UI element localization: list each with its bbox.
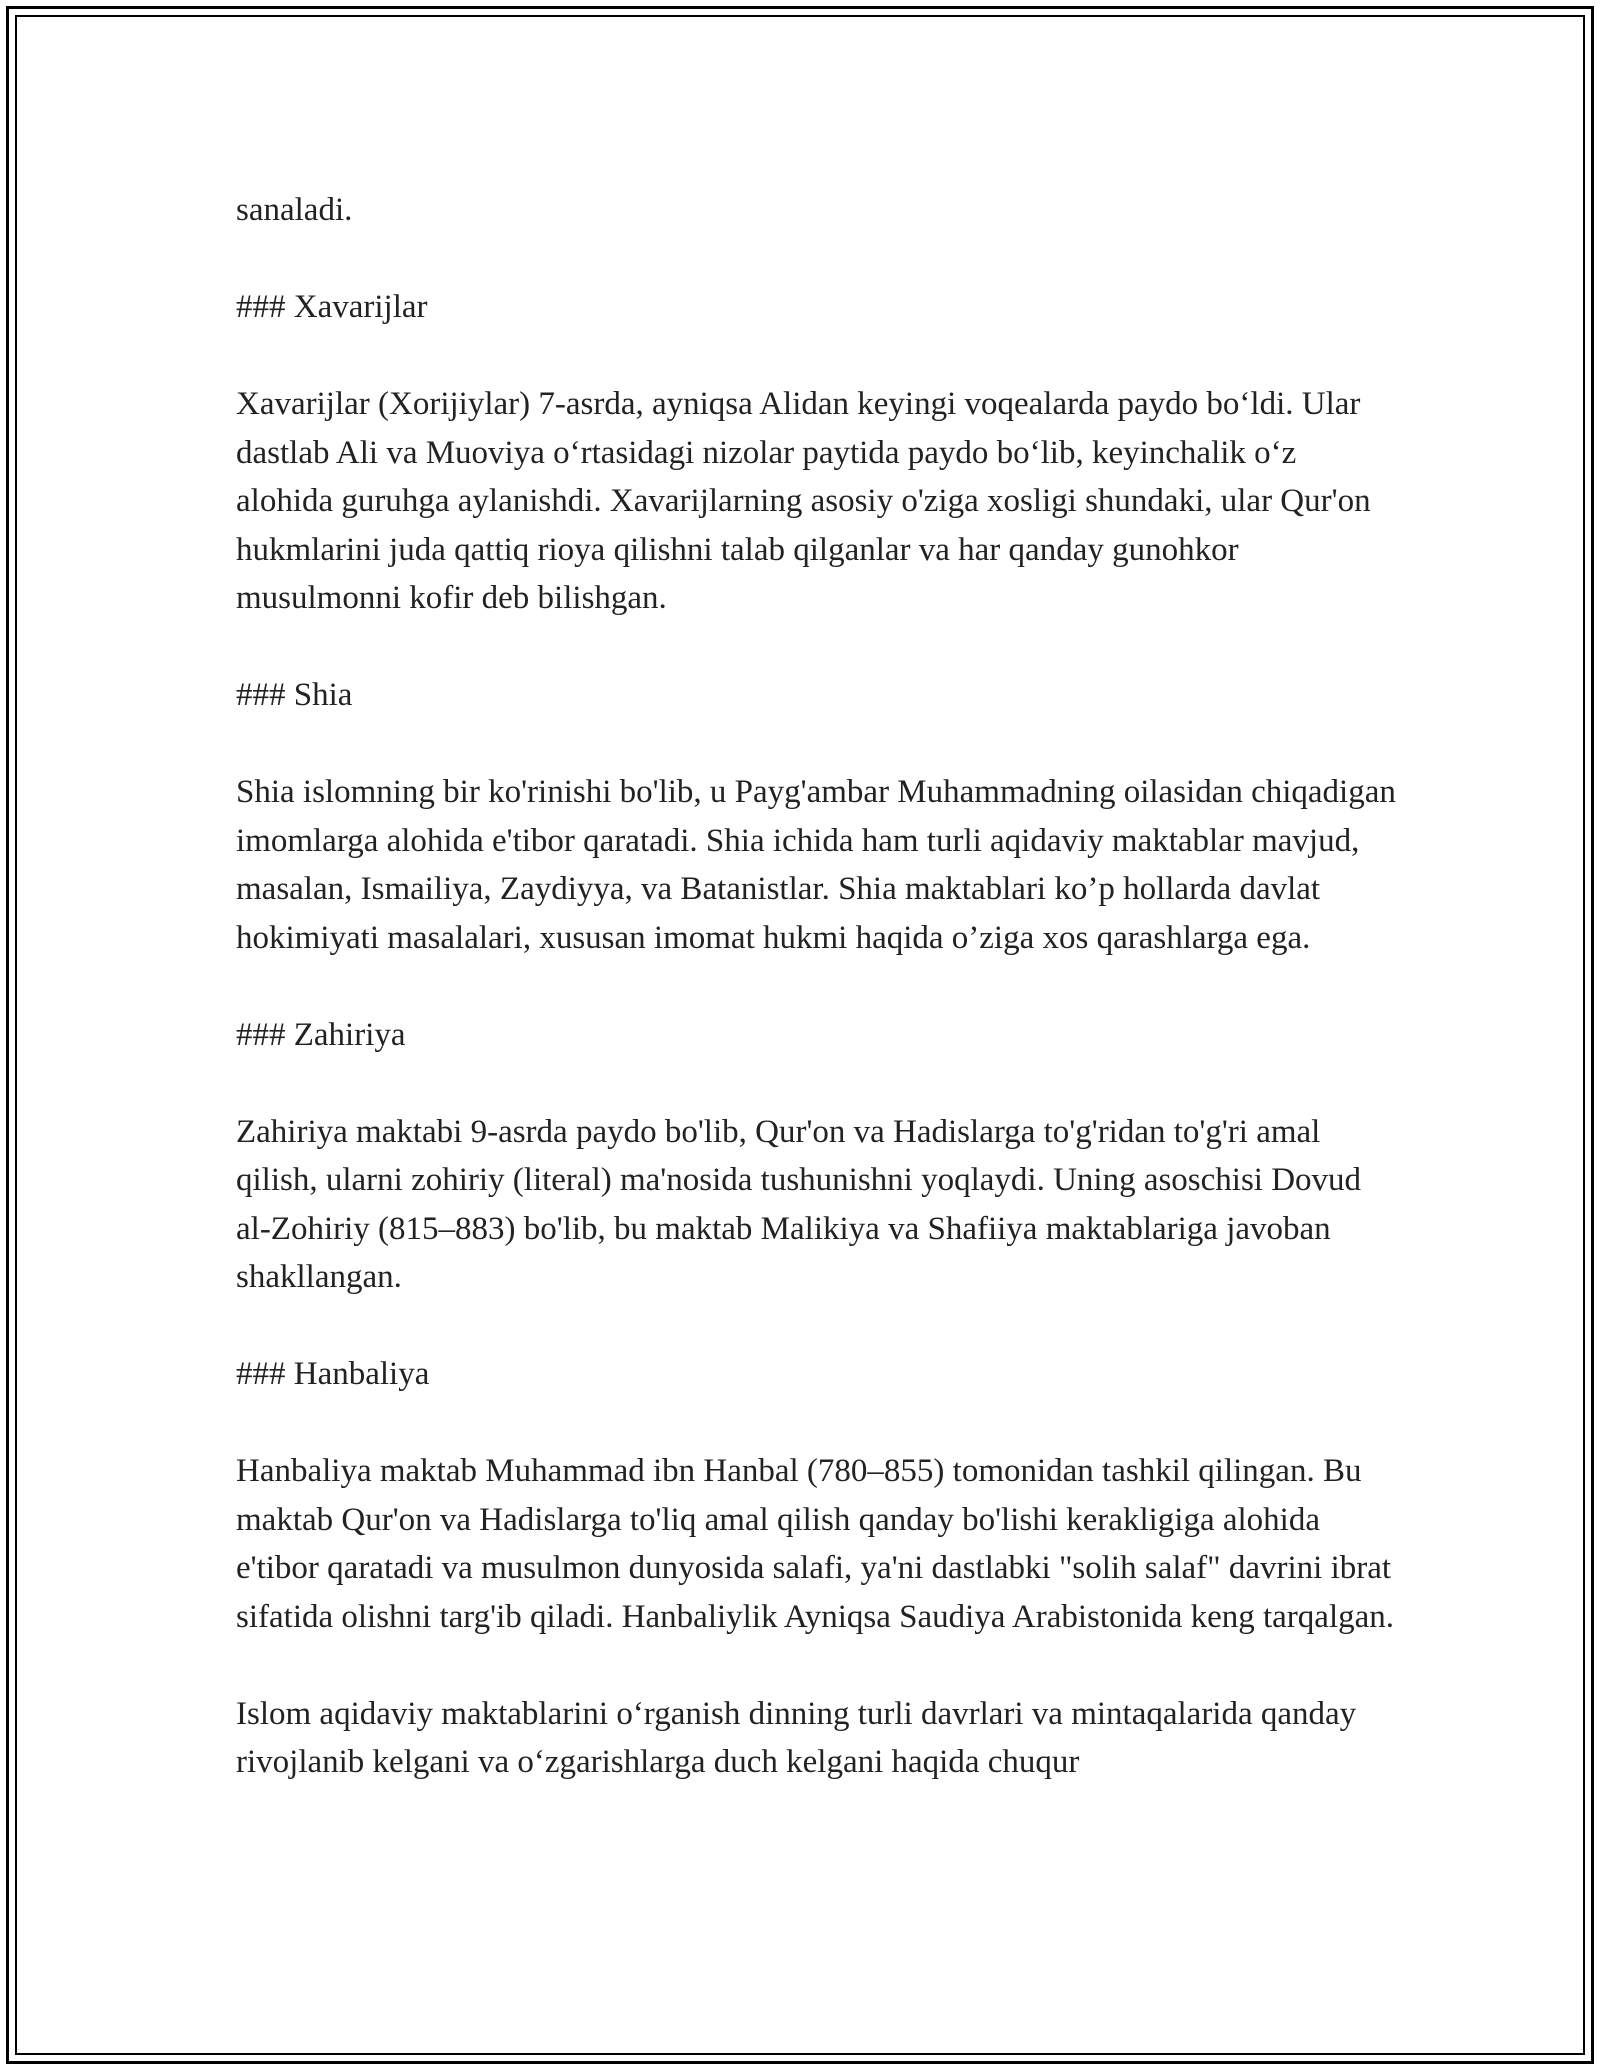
heading-shia: ### Shia xyxy=(236,677,353,713)
paragraph-hanbaliya: Hanbaliya maktab Muhammad ibn Hanbal (780–855) tomonidan tashkil qilingan. Bu maktab Qur'on va Hadislarga to'liq amal qilish qanday bo'lishi kerakligiga alohida e'tibor qaratadi va musulmon dunyosida salafi, ya'ni dastlabki "solih salaf" davrini ibrat sifatida olishni targ'ib qiladi. Hanbaliylik Ayniqsa Saudiya Arabistonida keng tarqalgan. xyxy=(236,1453,1395,1635)
paragraph-conclusion: Islom aqidaviy maktablarini oʻrganish dinning turli davrlari va mintaqalarida qanday rivojlanib kelgani va oʻzgarishlarga duch kelgani haqida chuqur xyxy=(236,1695,1357,1780)
heading-zahiriya: ### Zahiriya xyxy=(236,1016,406,1053)
paragraph-shia: Shia islomning bir ko'rinishi bo'lib, u Payg'ambar Muhammadning oilasidan chiqadigan imomlarga alohida e'tibor qaratadi. Shia ichida ham turli aqidaviy maktablar mavjud, masalan, Ismailiya, Zaydiyya, va Batanistlar. Shia maktablari ko’p hollarda davlat hokimiyati masalalari, xususan imomat hukmi haqida o’ziga xos qarashlarga ega. xyxy=(236,774,1396,956)
paragraph-zahiriya: Zahiriya maktabi 9-asrda paydo bo'lib, Qur'on va Hadislarga to'g'ridan to'g'ri amal qilish, ularni zohiriy (literal) ma'nosida tushunishni yoqlaydi. Uning asoschisi Dovud al-Zohiriy (815–883) bo'lib, bu maktab Malikiya va Shafiiya maktablariga javoban shakllangan. xyxy=(236,1113,1362,1295)
heading-hanbaliya: ### Hanbaliya xyxy=(236,1356,430,1392)
heading-xavarijlar: ### Xavarijlar xyxy=(236,289,428,325)
paragraph-xavarijlar: Xavarijlar (Xorijiylar) 7-asrda, ayniqsa Alidan keyingi voqealarda paydo boʻldi. Ular dastlab Ali va Muoviya oʻrtasidagi nizolar paytida paydo boʻlib, keyinchalik oʻz alohida guruhga aylanishdi. Xavarijlarning asosiy o'ziga xosligi shundaki, ular Qur'on hukmlarini juda qattiq rioya qilishni talab qilganlar va har qanday gunohkor musulmonni kofir deb bilishgan. xyxy=(236,386,1371,616)
document-body xyxy=(236,186,1396,1787)
paragraph-continuation: sanaladi. xyxy=(236,192,353,228)
